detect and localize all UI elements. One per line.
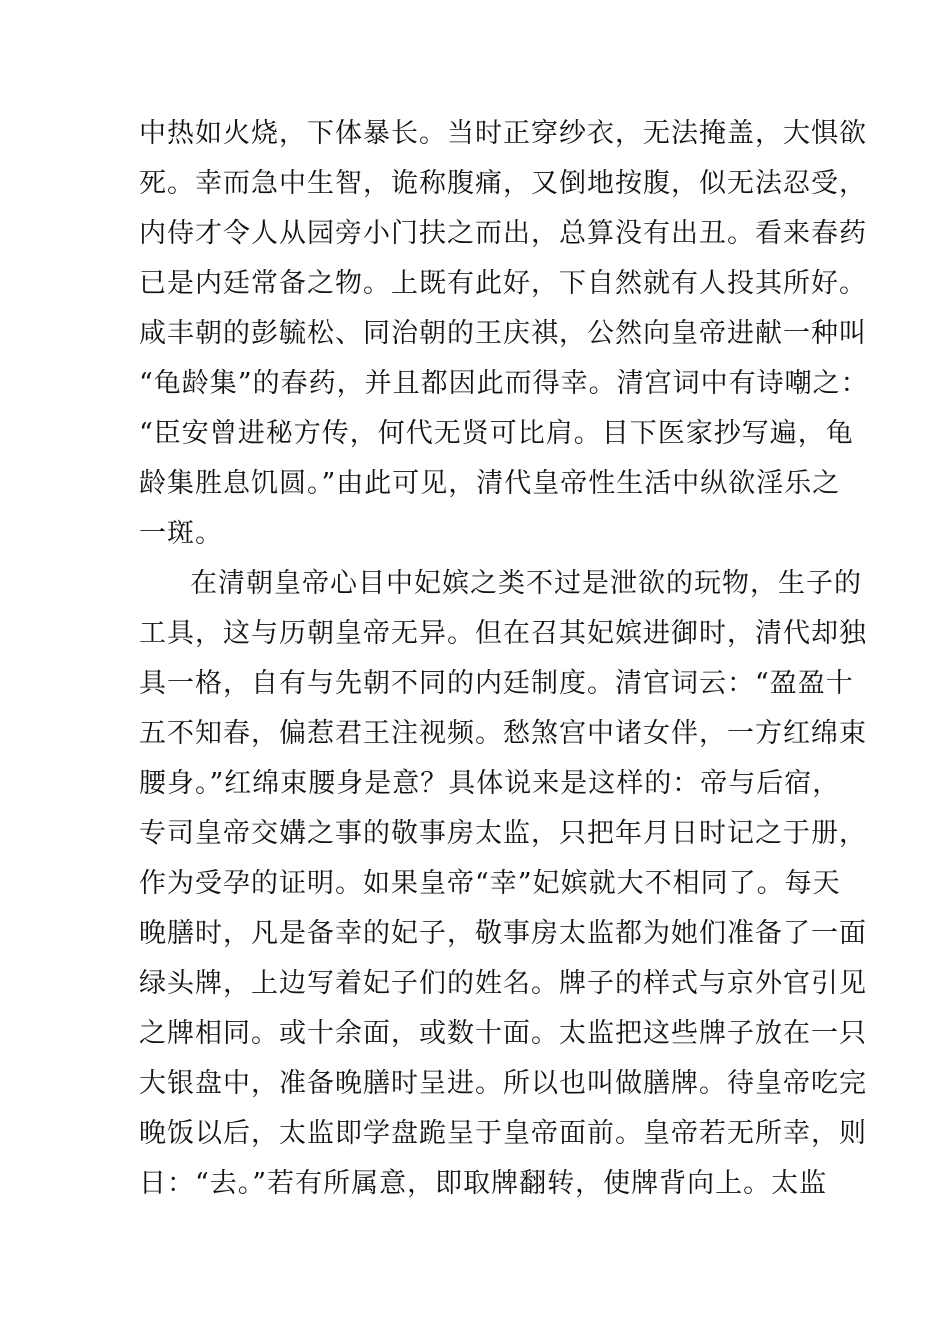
- text-line: 死。幸而急中生智，诡称腹痛，又倒地按腹，似无法忍受，: [139, 168, 867, 199]
- text-line: “臣安曾进秘方传，何代无贤可比肩。目下医家抄写遍，龟: [139, 418, 854, 449]
- text-line: 专司皇帝交媾之事的敬事房太监，只把年月日时记之于册，: [139, 818, 867, 849]
- text-line: 腰身。”红绵束腰身是意？具体说来是这样的：帝与后宿，: [139, 768, 841, 799]
- text-line: 已是内廷常备之物。上既有此好，下自然就有人投其所好。: [139, 268, 867, 299]
- text-line: 中热如火烧，下体暴长。当时正穿纱衣，无法掩盖，大惧欲: [139, 118, 867, 149]
- text-line: 咸丰朝的彭毓松、同治朝的王庆祺，公然向皇帝进献一种叫: [139, 318, 867, 349]
- text-line: 作为受孕的证明。如果皇帝“幸”妃嫔就大不相同了。每天: [139, 868, 841, 899]
- text-line: “龟龄集”的春药，并且都因此而得幸。清宫词中有诗嘲之：: [139, 368, 869, 399]
- text-line: 绿头牌，上边写着妃子们的姓名。牌子的样式与京外官引见: [139, 968, 867, 999]
- text-line: 晚膳时，凡是备幸的妃子，敬事房太监都为她们准备了一面: [139, 918, 867, 949]
- paragraph-first-line: 在清朝皇帝心目中妃嫔之类不过是泄欲的玩物，生子的: [190, 568, 862, 599]
- text-line: 具一格，自有与先朝不同的内廷制度。清官词云：“盈盈十: [139, 668, 854, 699]
- text-line: 五不知春，偏惹君王注视频。愁煞宫中诸女伴，一方红绵束: [139, 718, 867, 749]
- text-line: 工具，这与历朝皇帝无异。但在召其妃嫔进御时，清代却独: [139, 618, 867, 649]
- text-line: 一斑。: [139, 518, 223, 549]
- text-line: 内侍才令人从园旁小门扶之而出，总算没有出丑。看来春药: [139, 218, 867, 249]
- text-line: 日：“去。”若有所属意，即取牌翻转，使牌背向上。太监: [139, 1168, 828, 1199]
- text-line: 龄集胜息饥圆。”由此可见，清代皇帝性生活中纵欲淫乐之: [139, 468, 841, 499]
- text-line: 大银盘中，准备晚膳时呈进。所以也叫做膳牌。待皇帝吃完: [139, 1068, 867, 1099]
- text-line: 晚饭以后，太监即学盘跪呈于皇帝面前。皇帝若无所幸，则: [139, 1118, 867, 1149]
- text-line: 之牌相同。或十余面，或数十面。太监把这些牌子放在一只: [139, 1018, 867, 1049]
